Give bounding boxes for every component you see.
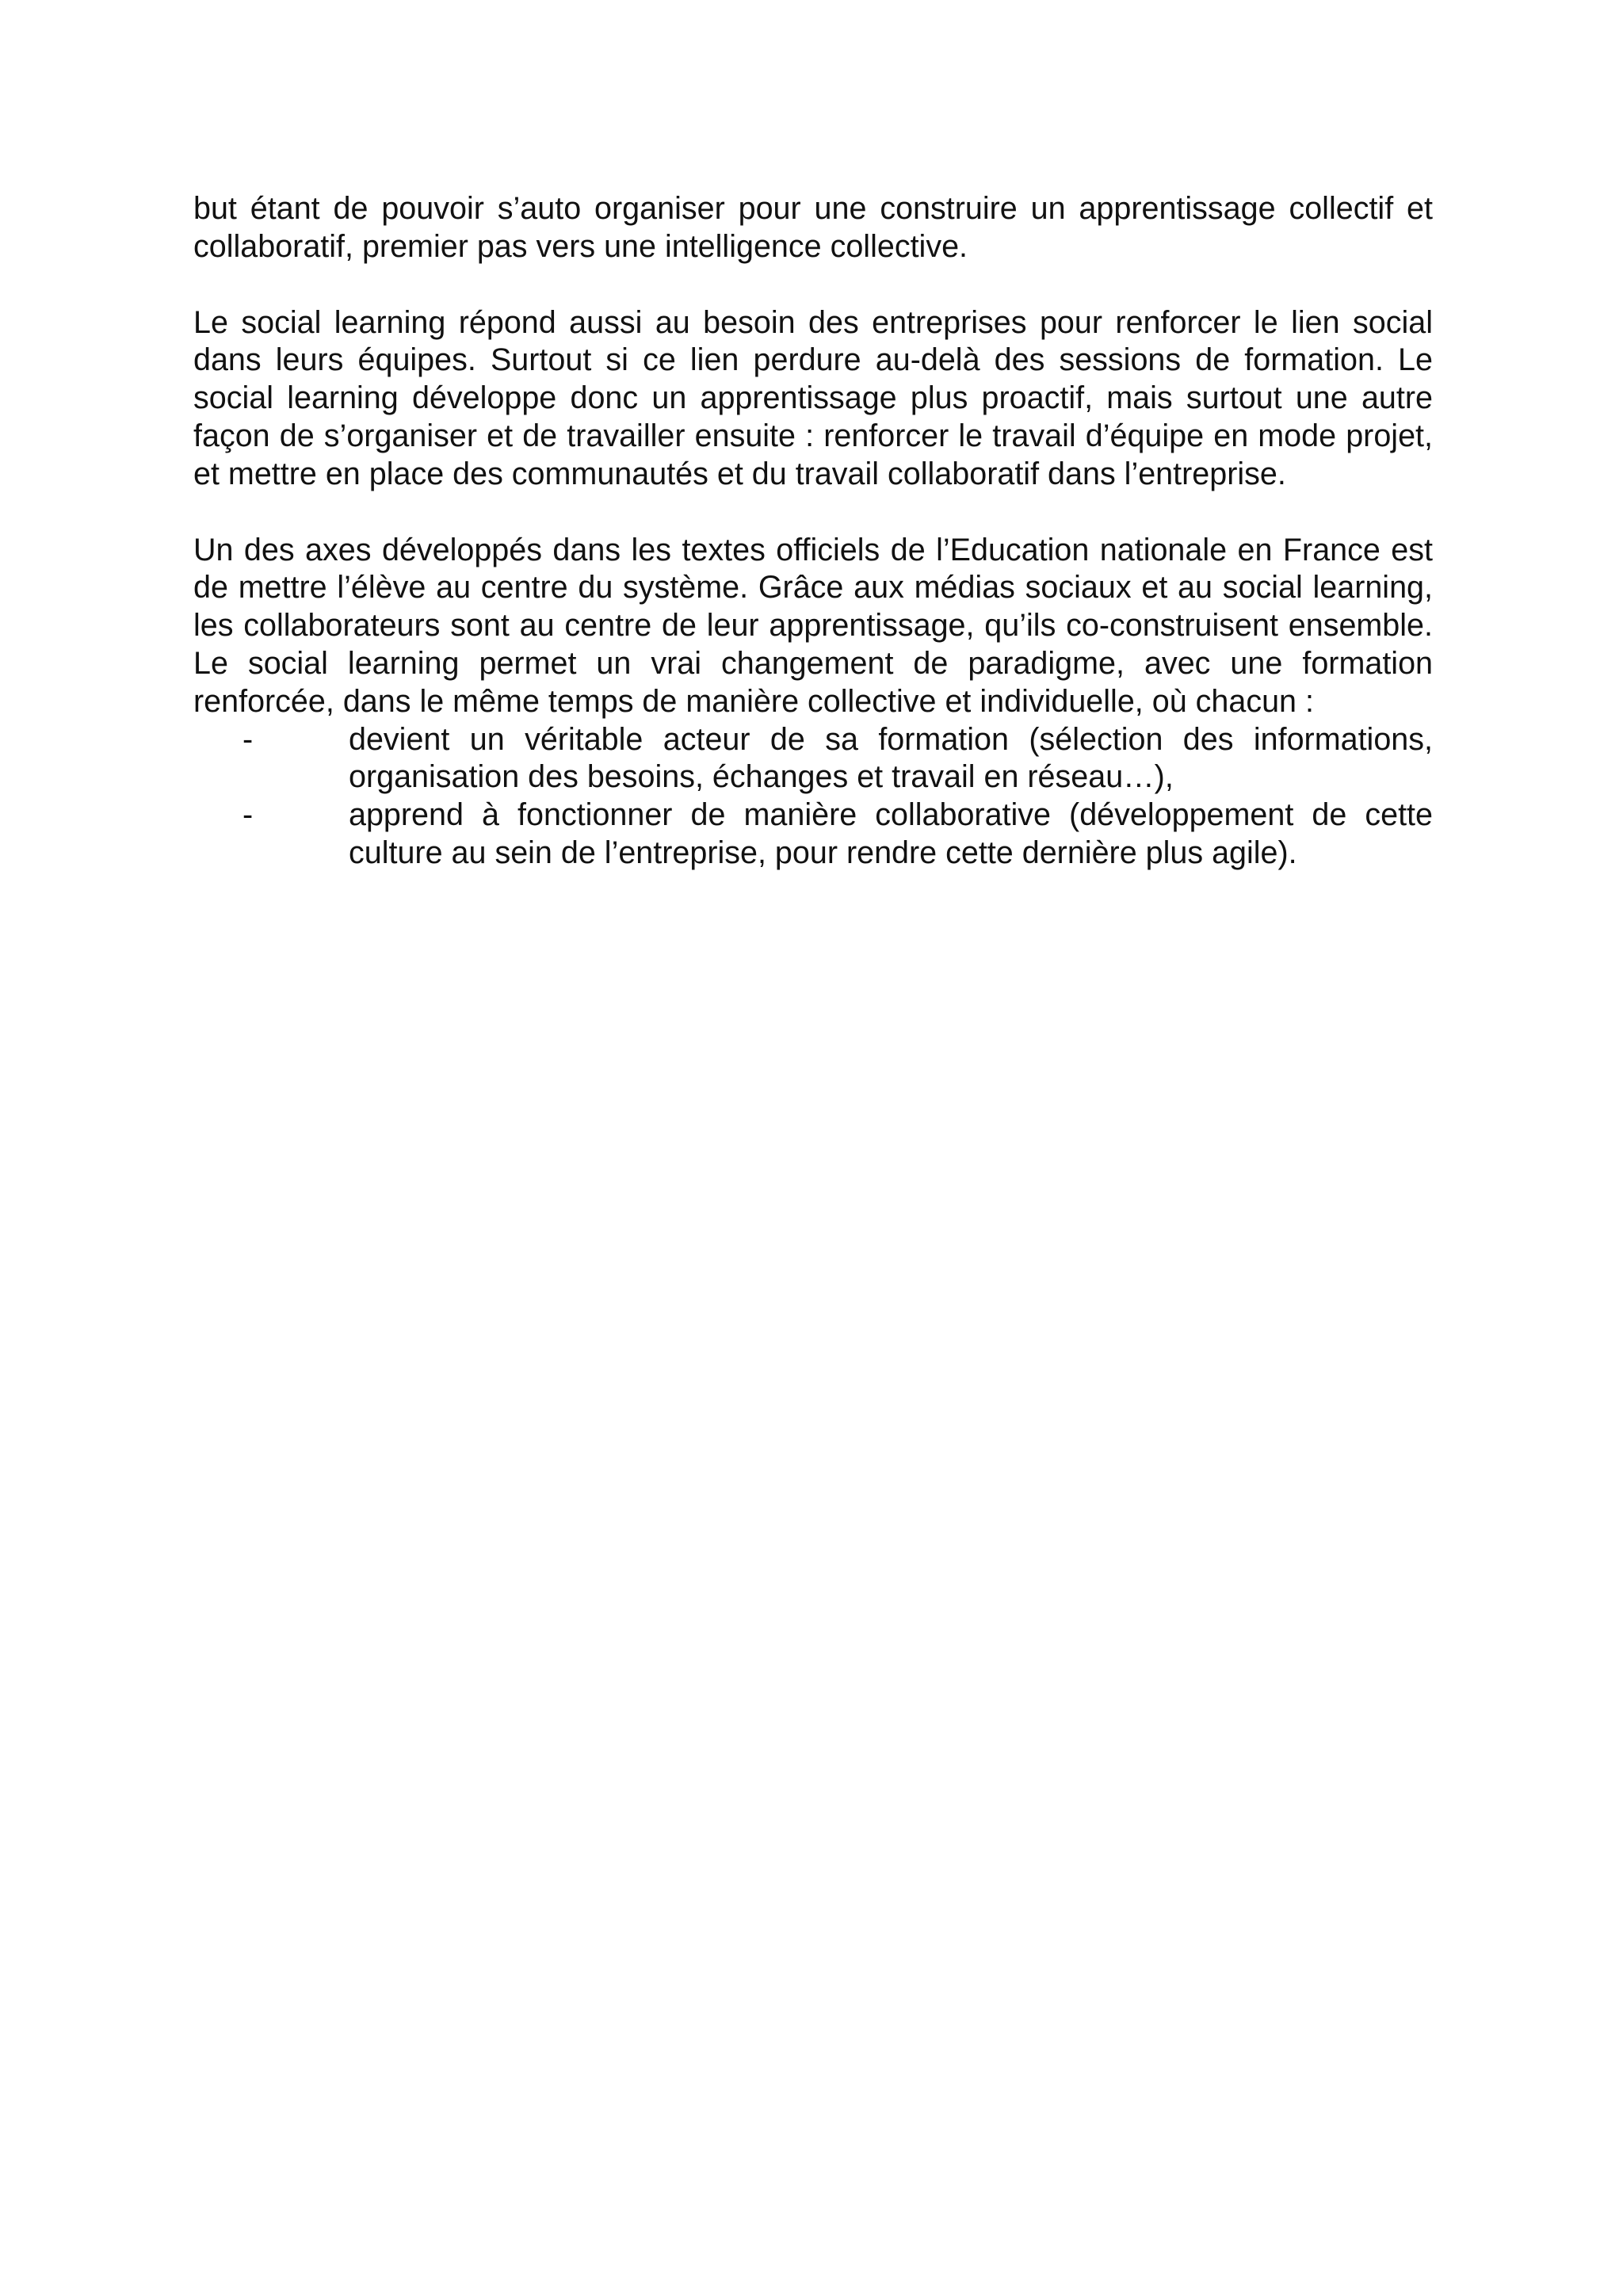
document-body (193, 190, 1433, 873)
list-item (193, 797, 1433, 873)
paragraph-3: Un des axes développés dans les textes officiels de l’Education nationale en France est de mettre l’élève au centre du système. Grâce aux médias sociaux et au social learning, les collaborateurs sont au centre de leur apprentissage, qu’ils co-construisent ensemble. Le social learning permet un vrai changement de paradigme, avec une formation renforcée, dans le même temps de manière collective et individuelle, où chacun : (193, 532, 1433, 719)
bullet-list (193, 721, 1433, 873)
list-item (193, 721, 1433, 797)
dash-bullet: - (242, 797, 254, 833)
paragraph-2: Le social learning répond aussi au besoin des entreprises pour renforcer le lien social dans leurs équipes. Surtout si ce lien perdure au-delà des sessions de formation. Le social learning développe donc un apprentissage plus proactif, mais surtout une autre façon de s’organiser et de travailler ensuite : renforcer le travail d’équipe en mode projet, et mettre en place des communautés et du travail collaboratif dans l’entreprise. (193, 304, 1433, 491)
paragraph-1: but étant de pouvoir s’auto organiser pour une construire un apprentissage collectif et collaboratif, premier pas vers une intelligence collective. (193, 191, 1433, 264)
list-item-text: apprend à fonctionner de manière collaborative (développement de cette culture au sein de l’entreprise, pour rendre cette dernière plus agile). (349, 797, 1433, 870)
dash-bullet: - (242, 721, 254, 757)
list-item-text: devient un véritable acteur de sa formation (sélection des informations, organisation des besoins, échanges et travail en réseau…), (349, 721, 1433, 795)
